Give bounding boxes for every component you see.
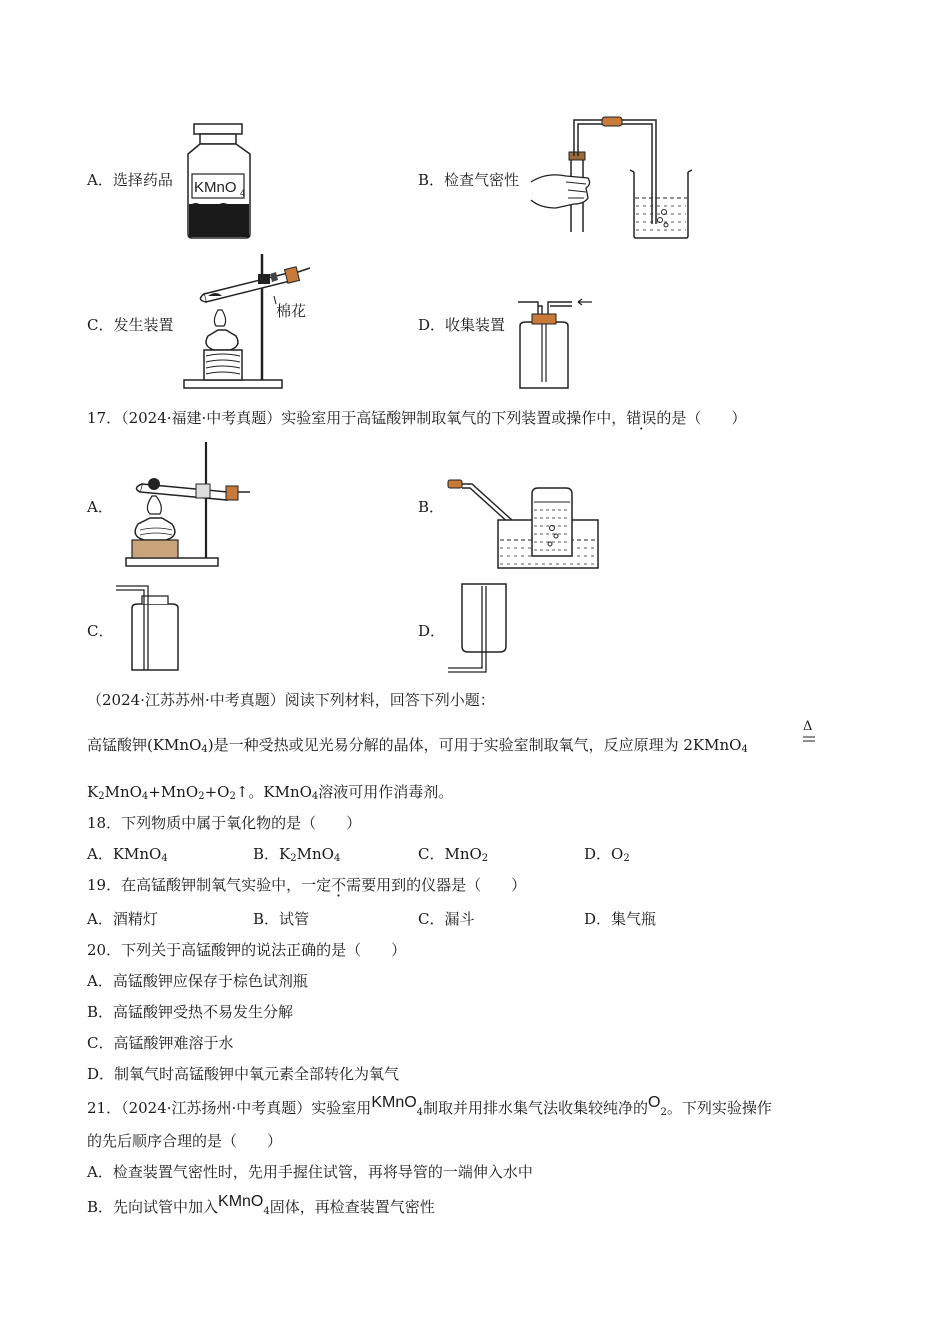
q17-option-c: C． — [87, 622, 114, 640]
q19-option-a: A．酒精灯 — [87, 910, 158, 928]
q17-heating-figure — [120, 440, 255, 570]
collection-apparatus-figure — [512, 292, 602, 392]
q20-stem: 20．下列关于高锰酸钾的说法正确的是（ ） — [87, 941, 407, 959]
q21-option-a: A．检查装置气密性时，先用手握住试管，再将导管的一端伸入水中 — [87, 1163, 533, 1181]
q16-option-d: D．收集装置 — [418, 316, 506, 334]
q17-water-collection-figure — [444, 474, 604, 574]
q18-option-d: D．$O_2$ — [584, 845, 630, 864]
heating-delta-symbol: Δ — [803, 719, 813, 734]
airtightness-check-figure — [526, 112, 696, 242]
q18-stem: 18．下列物质中属于氧化物的是（ ） — [87, 814, 362, 832]
bottle-label: KMnO — [194, 179, 237, 196]
q18-option-a: A．KMnO$_4$ — [87, 845, 168, 864]
q18-option-b: B．$K_2MnO_4$ — [253, 845, 341, 864]
q17-option-a: A． — [87, 498, 113, 516]
q21-stem-line-2: 的先后顺序合理的是（ ） — [87, 1132, 283, 1150]
q17-downward-air-figure — [442, 580, 512, 676]
generation-apparatus-figure — [180, 250, 320, 392]
q16-option-a: A．选择药品 — [87, 171, 173, 189]
q21-stem-line-1: 21．（2024·江苏扬州·中考真题）实验室用KMnO$_4$制取并用排水集气法收集较纯净的$O_2$。下列实验操作 — [87, 1094, 772, 1118]
q19-option-c: C．漏斗 — [418, 910, 475, 928]
q20-option-c: C．高锰酸钾难溶于水 — [87, 1034, 234, 1052]
q19-option-b: B．试管 — [253, 910, 310, 928]
q18-option-c: C．MnO$_2$ — [418, 845, 489, 864]
material-source: （2024·江苏苏州·中考真题）阅读下列材料，回答下列小题： — [87, 691, 495, 709]
q21-option-b: B．先向试管中加入KMnO$_4$固体，再检查装置气密性 — [87, 1193, 435, 1217]
q16-option-b: B．检查气密性 — [418, 171, 520, 189]
q20-option-a: A．高锰酸钾应保存于棕色试剂瓶 — [87, 972, 308, 990]
q20-option-b: B．高锰酸钾受热不易发生分解 — [87, 1003, 294, 1021]
q17-option-b: B． — [418, 498, 445, 516]
equals-sign-icon — [802, 735, 816, 743]
q19-emphasis: 不 — [331, 876, 347, 894]
q17-upward-air-figure — [112, 580, 184, 676]
q19-stem: 19．在高锰酸钾制氧气实验中，一定不需要用到的仪器是（ ） — [87, 876, 527, 894]
material-line-1: 高锰酸钾(KMnO$_4$)是一种受热或见光易分解的晶体，可用于实验室制取氧气，反应原理为 2KMnO$_4$ — [87, 736, 748, 755]
q17-emphasis: 错误 — [626, 409, 657, 427]
q17-stem: 17．（2024·福建·中考真题）实验室用于高锰酸钾制取氧气的下列装置或操作中，错误的是（ ） — [87, 409, 747, 427]
material-line-2: $K_2MnO_4+MnO_2+O_2↑$。KMnO$_4$溶液可用作消毒剂。 — [87, 783, 454, 802]
reagent-bottle-figure — [180, 122, 260, 240]
q20-option-d: D．制氧气时高锰酸钾中氧元素全部转化为氧气 — [87, 1065, 400, 1083]
q16-option-c: C．发生装置 — [87, 316, 174, 334]
q17-option-d: D． — [418, 622, 446, 640]
q19-option-d: D．集气瓶 — [584, 910, 657, 928]
cotton-label: 棉花 — [276, 303, 307, 320]
bottle-label-sub: 4 — [240, 188, 246, 198]
